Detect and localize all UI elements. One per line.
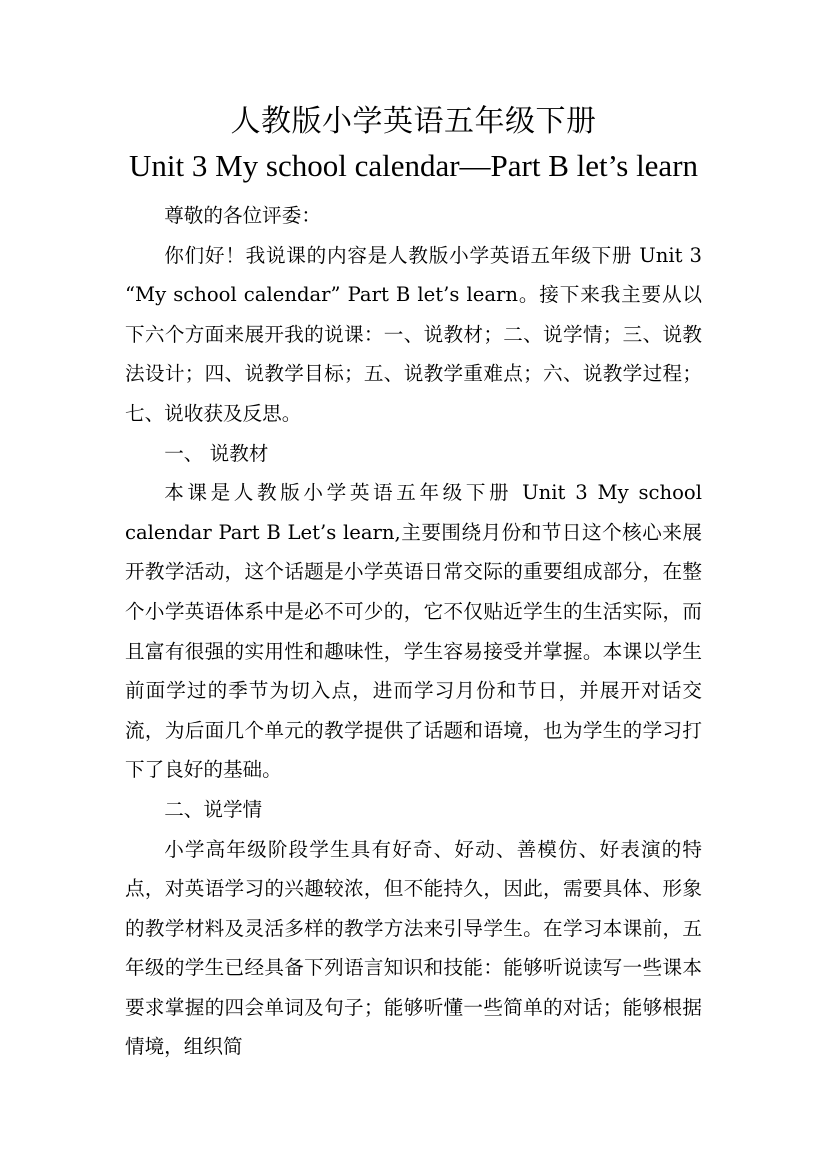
salutation: 尊敬的各位评委： bbox=[164, 204, 321, 227]
section-2-paragraph: 小学高年级阶段学生具有好奇、好动、善模仿、好表演的特点，对英语学习的兴趣较浓，但不能持久，因此，需要具体、形象的教学材料及灵活多样的教学方法来引导学生。在学习本课前，五年级的学生已经具备下列语言知识和技能：能够听说读写一些课本要求掌握的四会单词及句子；能够听懂一些简单的对话；能够根据情境，组织简 bbox=[125, 837, 702, 1059]
section-1-heading: 一、 说教材 bbox=[164, 441, 269, 465]
intro-paragraph: 你们好！我说课的内容是人教版小学英语五年级下册 Unit 3 “My school calendar” Part B let’s learn。接下来我主要从以下六个方面来展开我的说课：一、说教材；二、说学情；三、说教法设计；四、说教学目标；五、说教学重难点；六、说教学过程；七、说收获及反思。 bbox=[125, 243, 702, 425]
document-body bbox=[125, 196, 702, 1067]
document-title-english: Unit 3 My school calendar—Part B let’s learn bbox=[128, 148, 699, 183]
section-1-paragraph: 本课是人教版小学英语五年级下册 Unit 3 My school calendar Part B Let’s learn,主要围绕月份和节日这个核心来展开教学活动，这个话题是小学英语日常交际的重要组成部分，在整个小学英语体系中是必不可少的，它不仅贴近学生的生活实际，而且富有很强的实用性和趣味性，学生容易接受并掌握。本课以学生前面学过的季节为切入点，进而学习月份和节日，并展开对话交流，为后面几个单元的教学提供了话题和语境，也为学生的学习打下了良好的基础。 bbox=[125, 481, 702, 782]
section-2-heading: 二、说学情 bbox=[164, 797, 263, 821]
document-title-chinese: 人教版小学英语五年级下册 bbox=[230, 104, 597, 139]
